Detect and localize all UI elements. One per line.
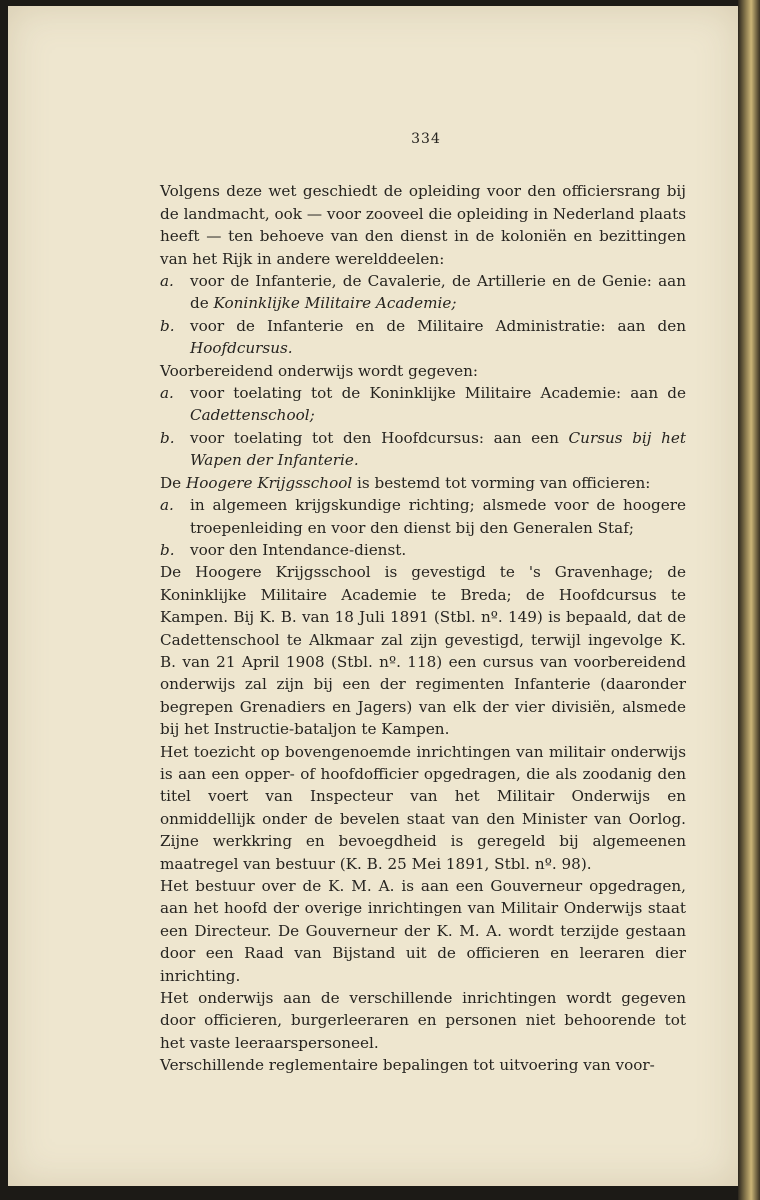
list-emphasis: Koninklijke Militaire Academie;	[213, 294, 457, 313]
list-emphasis: Cadettenschool;	[190, 406, 315, 425]
page-text	[160, 128, 686, 1077]
list-item	[160, 494, 686, 539]
paragraph-4: De Hoogere Krijgsschool is gevestigd te 's Gravenhage; de Koninklijke Militaire Academie te Breda; de Hoofdcursus te Kampen. Bij K. B. van 18 Juli 1891 (Stbl. nº. 149) is bepaald, dat de Cadettenschool te Alkmaar zal zijn gevestigd, terwijl ingevolge K. B. van 21 April 1908 (Stbl. nº. 118) een cursus van voorbereidend onderwijs zal zijn bij een der regimenten Infanterie (daaronder begrepen Grenadiers en Jagers) van elk der vier divisiën, alsmede bij het Instructie-bataljon te Kampen.	[160, 563, 686, 739]
list-item	[160, 427, 686, 472]
list-text: voor toelating tot de Koninklijke Militaire Academie: aan de	[190, 384, 686, 403]
list-emphasis: Hoofdcursus.	[190, 339, 293, 358]
list-marker: a.	[160, 384, 174, 403]
list-marker: a.	[160, 272, 174, 291]
paragraph-3-emphasis: Hoogere Krijgsschool	[186, 473, 353, 492]
list-text: in algemeen krijgskundige richting; alsmede voor de hoogere troepenleiding en voor den dienst bij den Generalen Staf;	[190, 496, 686, 537]
paragraph-3-prefix: De	[160, 473, 186, 492]
book-spine	[738, 0, 760, 1200]
list-text: voor toelating tot den Hoofdcursus: aan een	[190, 428, 569, 447]
paragraph-5: Het toezicht op bovengenoemde inrichtingen van militair onderwijs is aan een opper- of hoofdofficier opgedragen, die als zoodanig den titel voert van Inspecteur van het Militair Onderwijs en onmiddellijk onder de bevelen staat van den Minister van Oorlog. Zijne werkkring en bevoegdheid is geregeld bij algemeenen maatregel van bestuur (K. B. 25 Mei 1891, Stbl. nº. 98).	[160, 742, 686, 873]
list-marker: a.	[160, 496, 174, 515]
list-text: voor den Intendance-dienst.	[190, 540, 407, 559]
list-marker: b.	[160, 540, 175, 559]
paragraph-7: Het onderwijs aan de verschillende inrichtingen wordt gegeven door officieren, burgerleeraren en personen niet behoorende tot het vaste leeraarspersoneel.	[160, 989, 686, 1052]
list-emphasis: Cursus bij het Wapen der Infanterie.	[190, 428, 686, 470]
list-item	[160, 270, 686, 315]
list-marker: b.	[160, 428, 175, 447]
list-item	[160, 315, 686, 360]
paragraph-3-suffix: is bestemd tot vorming van officieren:	[352, 473, 651, 492]
list-item	[160, 382, 686, 427]
paragraph-2: Voorbereidend onderwijs wordt gegeven:	[160, 361, 479, 380]
list-text: voor de Infanterie en de Militaire Administratie: aan den	[190, 316, 686, 335]
paragraph-3	[160, 472, 686, 494]
list-item	[160, 539, 686, 561]
list-marker: b.	[160, 316, 175, 335]
page-number: 334	[411, 131, 441, 147]
paragraph-1: Volgens deze wet geschiedt de opleiding voor den officiersrang bij de landmacht, ook — voor zooveel die opleiding in Nederland plaats heeft — ten behoeve van den dienst in de koloniën en bezittingen van het Rijk in andere werelddeelen:	[160, 182, 686, 268]
paragraph-6: Het bestuur over de K. M. A. is aan een Gouverneur opgedragen, aan het hoofd der overige inrichtingen van Militair Onderwijs staat een Directeur. De Gouverneur der K. M. A. wordt terzijde gestaan door een Raad van Bijstand uit de officieren en leeraren dier inrichting.	[160, 877, 686, 985]
list-text: voor de Infanterie, de Cavalerie, de Artillerie en de Genie: aan de	[190, 272, 686, 313]
paragraph-8: Verschillende reglementaire bepalingen tot uitvoering van voor-	[160, 1056, 655, 1075]
